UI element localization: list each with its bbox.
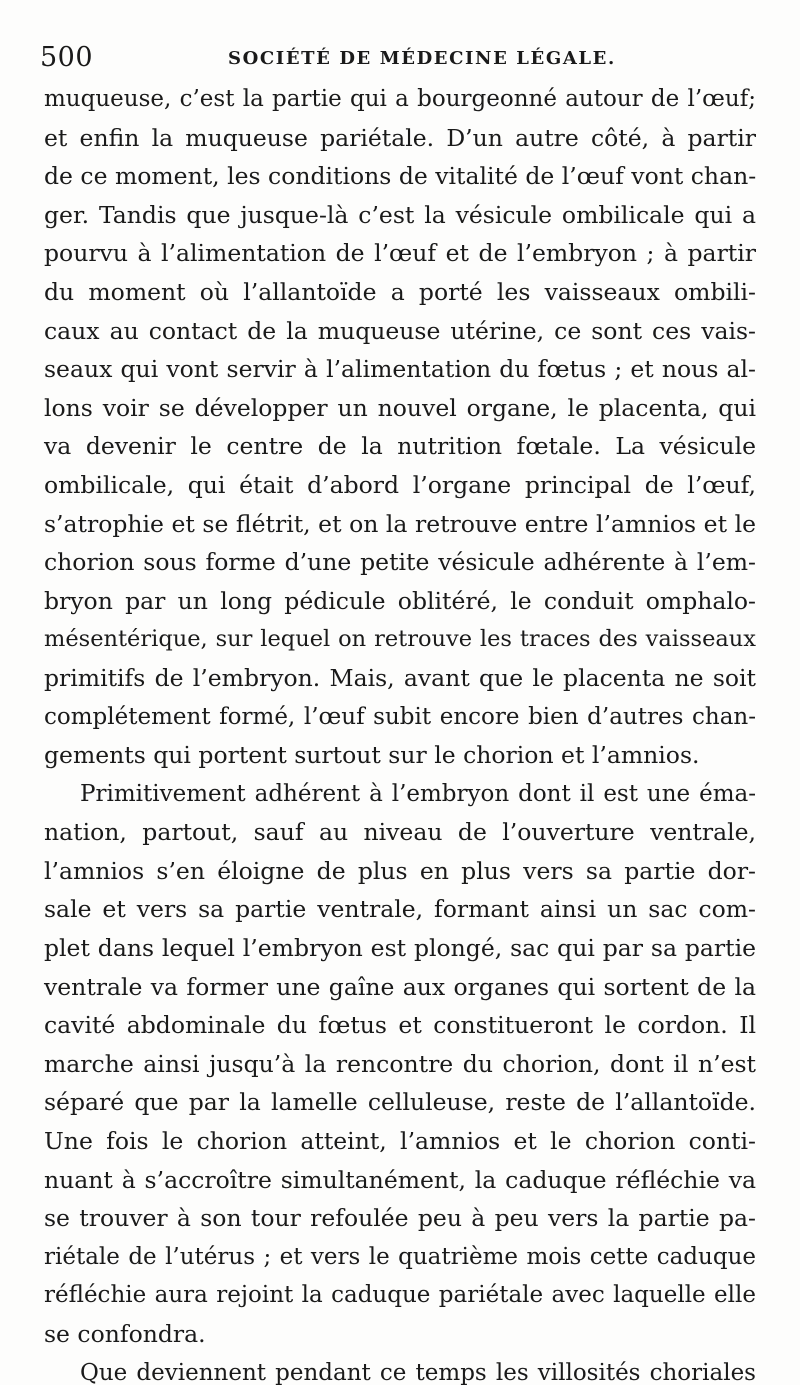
- text-line: Que deviennent pendant ce temps les villosités choriales: [80, 1359, 756, 1386]
- text-line: Primitivement adhérent à l’embryon dont il est une éma-: [80, 780, 756, 807]
- text-line: ombilicale, qui était d’abord l’organe principal de l’œuf,: [44, 470, 756, 499]
- text-line: nation, partout, sauf au niveau de l’ouverture ventrale,: [44, 818, 756, 847]
- text-line: pourvu à l’alimentation de l’œuf et de l’embryon ; à partir: [44, 239, 756, 268]
- text-line: marche ainsi jusqu’à la rencontre du chorion, dont il n’est: [44, 1049, 756, 1078]
- text-line: chorion sous forme d’une petite vésicule adhérente à l’em-: [44, 548, 756, 577]
- text-line: ventrale va former une gaîne aux organes qui sortent de la: [44, 972, 756, 1001]
- text-line: riétale de l’utérus ; et vers le quatrième mois cette caduque: [44, 1243, 756, 1270]
- text-line: séparé que par la lamelle celluleuse, reste de l’allantoïde.: [44, 1088, 756, 1117]
- text-line: seaux qui vont servir à l’alimentation du fœtus ; et nous al-: [44, 355, 756, 384]
- text-line: complétement formé, l’œuf subit encore bien d’autres chan-: [44, 703, 756, 730]
- text-line: de ce moment, les conditions de vitalité de l’œuf vont chan-: [44, 162, 757, 191]
- text-line: mésentérique, sur lequel on retrouve les traces des vaisseaux: [44, 626, 756, 653]
- text-line: caux au contact de la muqueuse utérine, ce sont ces vais-: [44, 316, 756, 345]
- text-line: s’atrophie et se flétrit, et on la retrouve entre l’amnios et le: [44, 509, 756, 538]
- text-line: se trouver à son tour refoulée peu à peu vers la partie pa-: [44, 1204, 756, 1233]
- text-line: nuant à s’accroître simultanément, la caduque réfléchie va: [44, 1165, 756, 1194]
- text-line: se confondra.: [44, 1320, 206, 1348]
- text-line: sale et vers sa partie ventrale, formant ainsi un sac com-: [44, 895, 756, 924]
- text-line: cavité abdominale du fœtus et constitueront le cordon. Il: [44, 1011, 756, 1040]
- text-line: ger. Tandis que jusque-là c’est la vésicule ombilicale qui a: [44, 200, 756, 229]
- text-line: lons voir se développer un nouvel organe, le placenta, qui: [44, 393, 756, 422]
- text-line: l’amnios s’en éloigne de plus en plus vers sa partie dor-: [44, 856, 756, 885]
- text-line: plet dans lequel l’embryon est plongé, sac qui par sa partie: [44, 934, 756, 963]
- page-number: 500: [40, 42, 94, 73]
- text-line: va devenir le centre de la nutrition fœtale. La vésicule: [44, 432, 756, 461]
- text-line: réfléchie aura rejoint la caduque pariétale avec laquelle elle: [44, 1282, 756, 1309]
- text-line: muqueuse, c’est la partie qui a bourgeonné autour de l’œuf;: [44, 86, 756, 112]
- running-title: SOCIÉTÉ DE MÉDECINE LÉGALE.: [228, 48, 616, 69]
- text-line: primitifs de l’embryon. Mais, avant que le placenta ne soit: [44, 663, 756, 692]
- text-line: du moment où l’allantoïde a porté les vaisseaux ombili-: [44, 277, 756, 306]
- running-header: [40, 34, 770, 74]
- body-text: [44, 80, 756, 1392]
- text-line: gements qui portent surtout sur le chorion et l’amnios.: [44, 741, 700, 770]
- text-line: Une fois le chorion atteint, l’amnios et le chorion conti-: [44, 1127, 756, 1156]
- text-line: et enfin la muqueuse pariétale. D’un autre côté, à partir: [44, 123, 756, 152]
- text-line: bryon par un long pédicule oblitéré, le conduit omphalo-: [44, 586, 756, 615]
